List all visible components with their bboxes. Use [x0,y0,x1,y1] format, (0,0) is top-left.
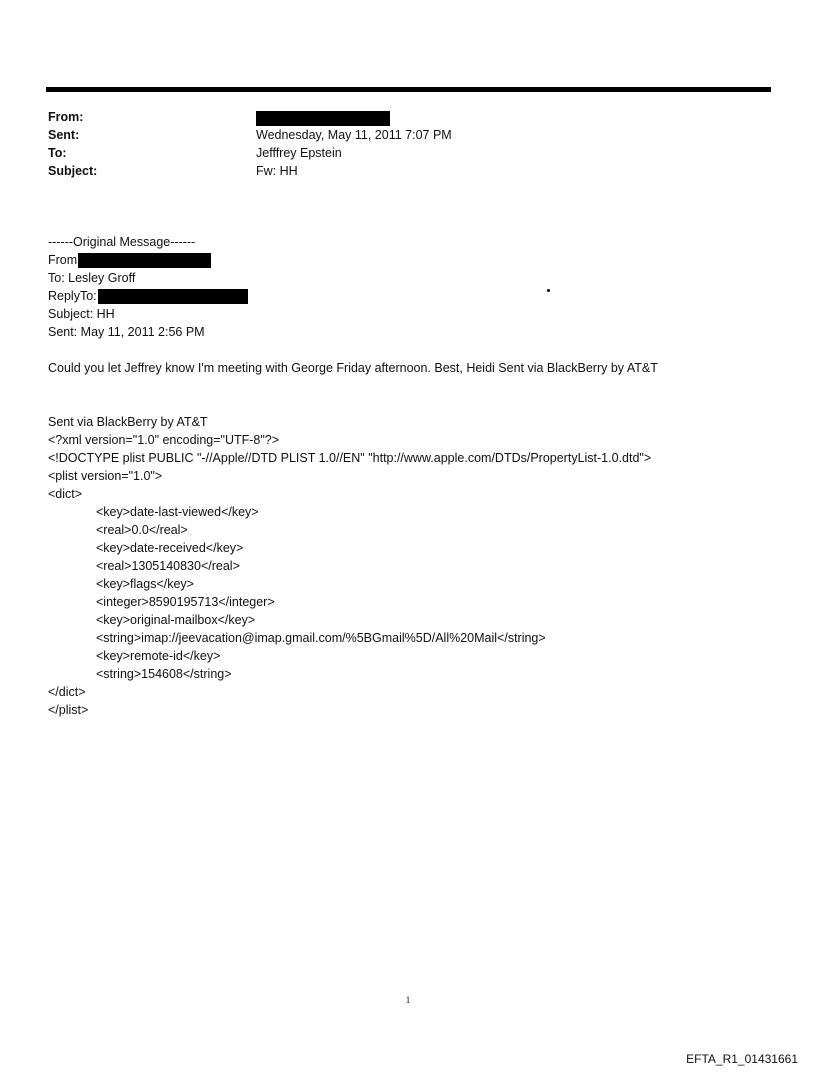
sent-label: Sent: [48,128,80,142]
original-sent-line: Sent: May 11, 2011 2:56 PM [48,325,205,339]
email-body [48,233,788,719]
header-subject-row [48,162,452,180]
redaction-box [98,289,248,304]
plist-entry: <string>154608</string> [96,667,232,681]
original-to-line: To: Lesley Groff [48,271,136,285]
plist-entry: <key>date-last-viewed</key> [96,505,259,519]
plist-close-tag: </plist> [48,703,89,717]
plist-entry: <string>imap://jeevacation@imap.gmail.com/%5BGmail%5D/All%20Mail</string> [96,631,546,645]
header-from-row [48,108,452,126]
sent-value: Wednesday, May 11, 2011 7:07 PM [256,128,452,142]
subject-label: Subject: [48,164,98,178]
message-text: Could you let Jeffrey know I'm meeting with George Friday afternoon. Best, Heidi Sent via BlackBerry by AT&T [48,361,658,375]
from-value [256,108,390,126]
plist-entry: <key>remote-id</key> [96,649,221,663]
email-header [48,108,452,180]
header-to-row [48,144,452,162]
plist-entry: <key>flags</key> [96,577,194,591]
page-number: 1 [405,996,411,1006]
subject-value: Fw: HH [256,164,298,178]
plist-doctype: <!DOCTYPE plist PUBLIC "-//Apple//DTD PLIST 1.0//EN" "http://www.apple.com/DTDs/PropertyList-1.0.dtd"> [48,451,652,465]
original-replyto-label: ReplyTo: [48,289,97,303]
document-id: EFTA_R1_01431661 [686,1052,798,1066]
original-from-label: From [48,253,78,267]
redaction-box [78,253,211,268]
to-label: To: [48,146,67,160]
redaction-box [256,111,390,126]
signature-line: Sent via BlackBerry by AT&T [48,415,208,429]
dict-open-tag: <dict> [48,487,83,501]
header-rule [46,87,771,92]
original-from-line [48,251,788,269]
plist-entry: <real>1305140830</real> [96,559,240,573]
original-replyto-line [48,287,788,305]
plist-open-tag: <plist version="1.0"> [48,469,163,483]
original-subject-line: Subject: HH [48,307,115,321]
original-message-divider: ------Original Message------ [48,235,196,249]
plist-xml-declaration: <?xml version="1.0" encoding="UTF-8"?> [48,433,280,447]
plist-entry: <key>original-mailbox</key> [96,613,256,627]
from-label: From: [48,110,84,124]
plist-entry: <key>date-received</key> [96,541,244,555]
dict-close-tag: </dict> [48,685,86,699]
plist-entry: <integer>8590195713</integer> [96,595,275,609]
plist-entry: <real>0.0</real> [96,523,188,537]
to-value: Jefffrey Epstein [256,146,342,160]
header-sent-row [48,126,452,144]
